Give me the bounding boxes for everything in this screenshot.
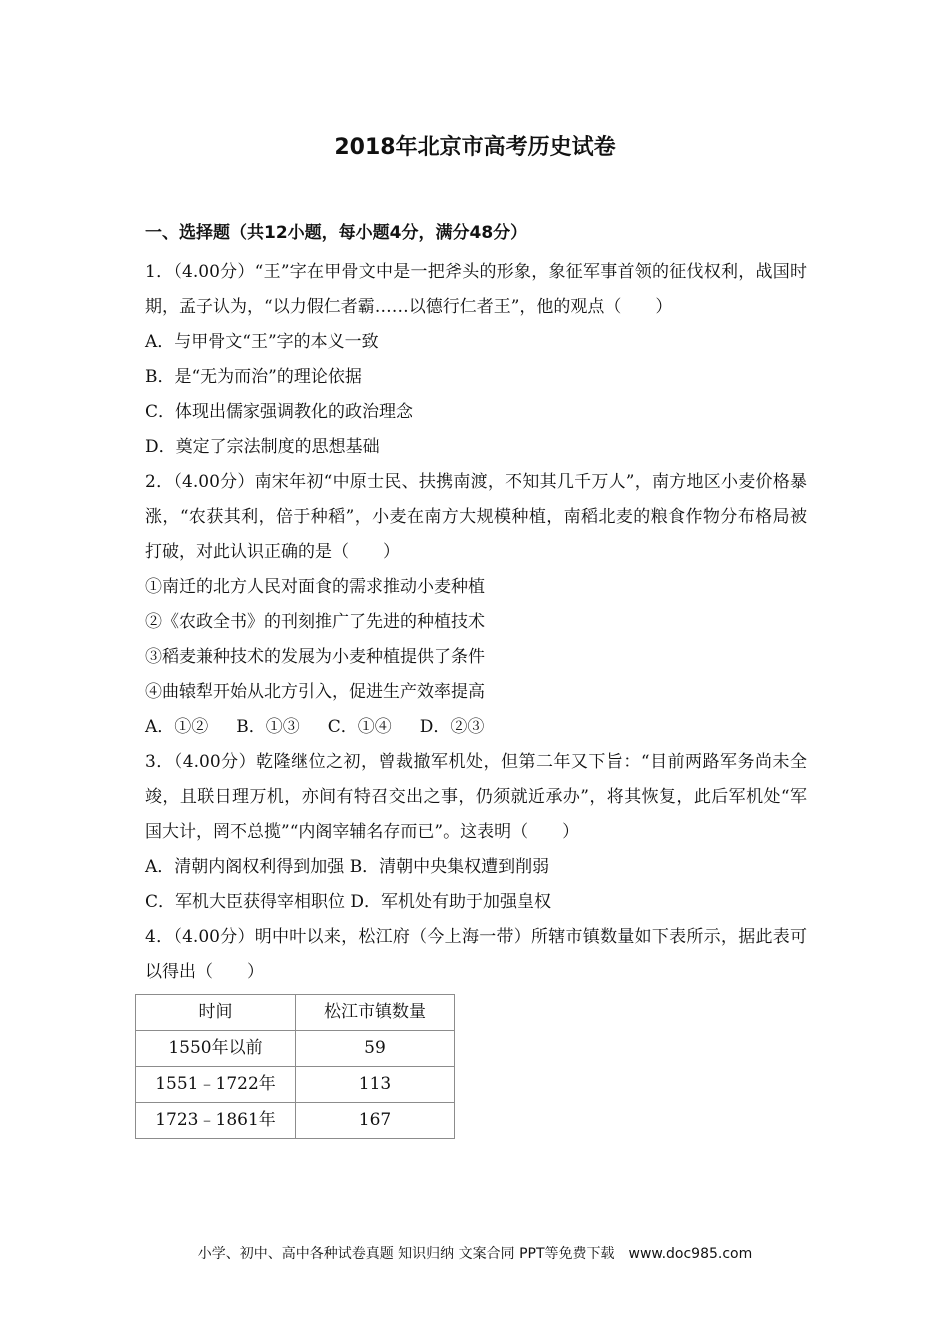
option-c: C．军机大臣获得宰相职位 <box>145 892 346 912</box>
question-1 <box>145 255 807 465</box>
option-c: C．①④ <box>327 717 392 737</box>
option-a: A．①② <box>145 717 209 737</box>
option-d: D．奠定了宗法制度的思想基础 <box>145 437 380 457</box>
section-heading: 一、选择题（共12小题，每小题4分，满分48分） <box>145 223 528 243</box>
column-header-count: 松江市镇数量 <box>296 995 455 1031</box>
option-b: B．①③ <box>236 717 300 737</box>
option-c: C．体现出儒家强调教化的政治理念 <box>145 402 414 422</box>
question-stem: 1．（4.00分）“王”字在甲骨文中是一把斧头的形象，象征军事首领的征伐权利，战国时期，孟子认为，“以力假仁者霸……以德行仁者王”，他的观点（ ） <box>145 262 807 317</box>
question-2 <box>145 465 807 745</box>
option-a: A．与甲骨文“王”字的本义一致 <box>145 332 379 352</box>
statement-1: ①南迁的北方人民对面食的需求推动小麦种植 <box>145 577 485 597</box>
option-row <box>145 850 807 885</box>
option-d: D．②③ <box>419 717 485 737</box>
table-cell-count: 59 <box>296 1031 455 1067</box>
statement-2: ②《农政全书》的刊刻推广了先进的种植技术 <box>145 612 485 632</box>
question-stem: 2．（4.00分）南宋年初“中原士民、扶携南渡，不知其几千万人”，南方地区小麦价格暴涨，“农获其利，倍于种稻”，小麦在南方大规模种植，南稻北麦的粮食作物分布格局被打破，对此认识正确的是（ ） <box>145 472 807 562</box>
footer-text: 小学、初中、高中各种试卷真题 知识归纳 文案合同 PPT等免费下载 www.doc985.com <box>197 1246 753 1262</box>
table-cell-count: 167 <box>296 1103 455 1139</box>
statement-4: ④曲辕犁开始从北方引入，促进生产效率提高 <box>145 682 485 702</box>
table-row <box>136 1067 455 1103</box>
column-header-time: 时间 <box>136 995 296 1031</box>
question-stem: 4．（4.00分）明中叶以来，松江府（今上海一带）所辖市镇数量如下表所示，据此表可以得出（ ） <box>145 927 807 982</box>
question-4 <box>145 920 807 1139</box>
option-b: B．是“无为而治”的理论依据 <box>145 367 362 387</box>
table-cell-period: 1550年以前 <box>136 1031 296 1067</box>
table-row <box>136 1031 455 1067</box>
page-title: 2018年北京市高考历史试卷 <box>334 135 616 160</box>
table-row <box>136 1103 455 1139</box>
option-d: D．军机处有助于加强皇权 <box>350 892 552 912</box>
question-stem: 3．（4.00分）乾隆继位之初，曾裁撤军机处，但第二年又下旨：“目前两路军务尚未全竣，且联日理万机，亦间有特召交出之事，仍须就近承办”，将其恢复，此后军机处“军国大计，罔不总揽”“内阁宰辅名存而已”。这表明（ ） <box>145 752 807 842</box>
table-cell-period: 1723﹣1861年 <box>136 1103 296 1139</box>
option-row <box>145 710 807 745</box>
question-3 <box>145 745 807 920</box>
table-cell-count: 113 <box>296 1067 455 1103</box>
option-b: B．清朝中央集权遭到削弱 <box>349 857 550 877</box>
option-a: A．清朝内阁权利得到加强 <box>145 857 345 877</box>
question-list <box>145 255 807 1139</box>
table-header-row <box>136 995 455 1031</box>
market-town-table <box>135 994 455 1139</box>
option-row <box>145 885 807 920</box>
table-cell-period: 1551﹣1722年 <box>136 1067 296 1103</box>
statement-3: ③稻麦兼种技术的发展为小麦种植提供了条件 <box>145 647 485 667</box>
